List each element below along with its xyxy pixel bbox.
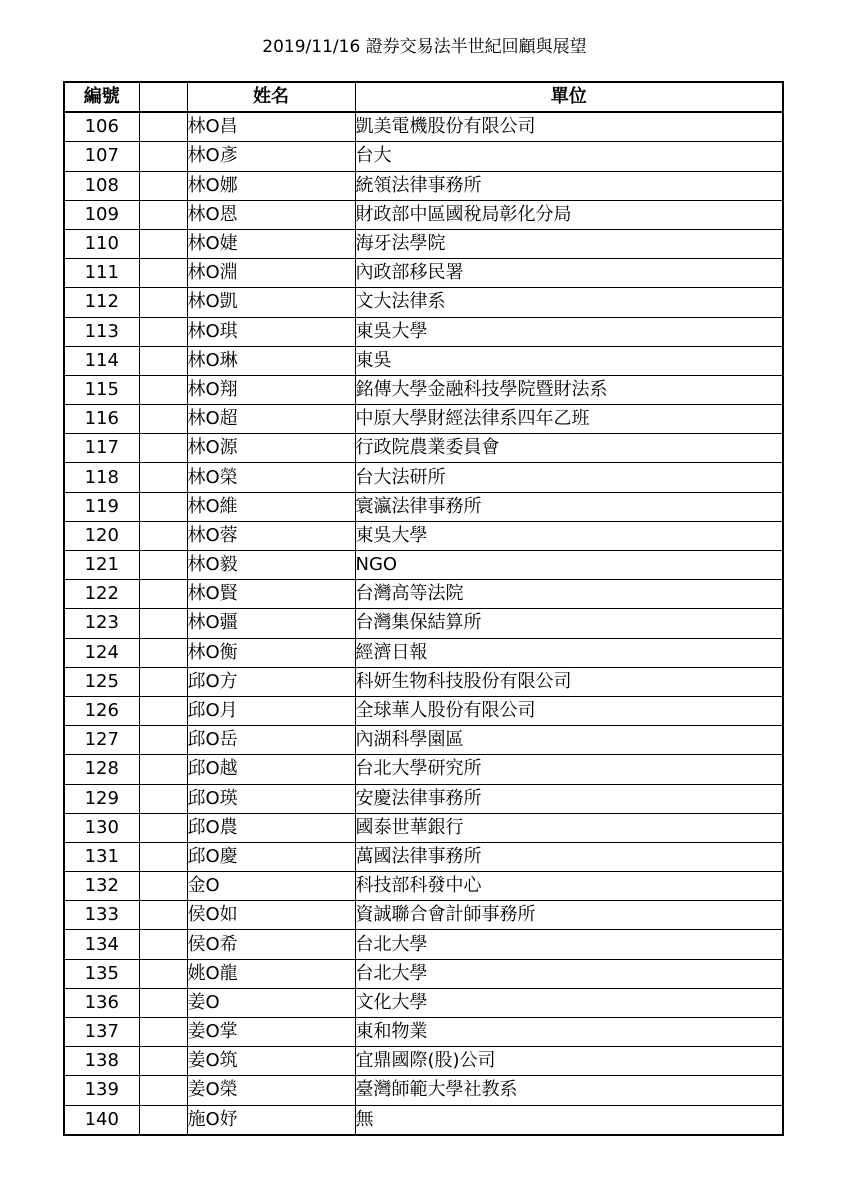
row-number: 136 bbox=[64, 988, 139, 1017]
row-blank bbox=[139, 959, 187, 988]
row-name: 林O凱 bbox=[187, 288, 355, 317]
table-row bbox=[64, 930, 783, 959]
row-number: 106 bbox=[64, 112, 139, 142]
row-number: 132 bbox=[64, 872, 139, 901]
table-row bbox=[64, 784, 783, 813]
row-blank bbox=[139, 696, 187, 725]
row-number: 119 bbox=[64, 492, 139, 521]
row-blank bbox=[139, 1105, 187, 1135]
row-unit: 臺灣師範大學社教系 bbox=[355, 1076, 783, 1105]
row-blank bbox=[139, 988, 187, 1017]
row-name: 林O昌 bbox=[187, 112, 355, 142]
row-name: 林O超 bbox=[187, 405, 355, 434]
row-unit: 海牙法學院 bbox=[355, 229, 783, 258]
table-row bbox=[64, 551, 783, 580]
row-blank bbox=[139, 580, 187, 609]
row-name: 林O婕 bbox=[187, 229, 355, 258]
row-name: 邱O月 bbox=[187, 696, 355, 725]
row-blank bbox=[139, 434, 187, 463]
row-number: 107 bbox=[64, 142, 139, 171]
row-number: 125 bbox=[64, 667, 139, 696]
row-number: 134 bbox=[64, 930, 139, 959]
row-blank bbox=[139, 609, 187, 638]
row-number: 114 bbox=[64, 346, 139, 375]
table-row bbox=[64, 112, 783, 142]
row-number: 127 bbox=[64, 726, 139, 755]
attendee-table bbox=[63, 81, 784, 1136]
row-name: 侯O希 bbox=[187, 930, 355, 959]
table-row bbox=[64, 521, 783, 550]
table-row bbox=[64, 755, 783, 784]
row-number: 113 bbox=[64, 317, 139, 346]
table-row bbox=[64, 492, 783, 521]
table-row bbox=[64, 259, 783, 288]
table-row bbox=[64, 1047, 783, 1076]
row-blank bbox=[139, 521, 187, 550]
table-row bbox=[64, 901, 783, 930]
row-unit: 行政院農業委員會 bbox=[355, 434, 783, 463]
row-number: 121 bbox=[64, 551, 139, 580]
row-unit: 萬國法律事務所 bbox=[355, 842, 783, 871]
row-number: 122 bbox=[64, 580, 139, 609]
row-name: 林O衡 bbox=[187, 638, 355, 667]
table-row bbox=[64, 229, 783, 258]
row-number: 116 bbox=[64, 405, 139, 434]
row-blank bbox=[139, 813, 187, 842]
row-blank bbox=[139, 551, 187, 580]
row-number: 130 bbox=[64, 813, 139, 842]
row-number: 124 bbox=[64, 638, 139, 667]
row-blank bbox=[139, 492, 187, 521]
row-blank bbox=[139, 638, 187, 667]
row-unit: 安慶法律事務所 bbox=[355, 784, 783, 813]
row-number: 133 bbox=[64, 901, 139, 930]
row-unit: 東吳 bbox=[355, 346, 783, 375]
row-blank bbox=[139, 171, 187, 200]
row-unit: NGO bbox=[355, 551, 783, 580]
row-unit: 東吳大學 bbox=[355, 317, 783, 346]
row-name: 姚O龍 bbox=[187, 959, 355, 988]
row-number: 117 bbox=[64, 434, 139, 463]
row-unit: 文大法律系 bbox=[355, 288, 783, 317]
row-blank bbox=[139, 842, 187, 871]
row-unit: 科妍生物科技股份有限公司 bbox=[355, 667, 783, 696]
row-name: 邱O岳 bbox=[187, 726, 355, 755]
row-unit: 台灣集保結算所 bbox=[355, 609, 783, 638]
row-name: 林O源 bbox=[187, 434, 355, 463]
table-row bbox=[64, 375, 783, 404]
row-number: 128 bbox=[64, 755, 139, 784]
row-number: 140 bbox=[64, 1105, 139, 1135]
table-row bbox=[64, 872, 783, 901]
row-blank bbox=[139, 1047, 187, 1076]
table-row bbox=[64, 288, 783, 317]
row-name: 林O榮 bbox=[187, 463, 355, 492]
table-row bbox=[64, 1076, 783, 1105]
row-unit: 台大法研所 bbox=[355, 463, 783, 492]
row-name: 林O琳 bbox=[187, 346, 355, 375]
row-unit: 台北大學 bbox=[355, 959, 783, 988]
row-number: 138 bbox=[64, 1047, 139, 1076]
table-body bbox=[64, 112, 783, 1135]
row-number: 108 bbox=[64, 171, 139, 200]
row-unit: 科技部科發中心 bbox=[355, 872, 783, 901]
table-row bbox=[64, 200, 783, 229]
row-blank bbox=[139, 112, 187, 142]
row-name: 侯O如 bbox=[187, 901, 355, 930]
table-row bbox=[64, 346, 783, 375]
page-title: 2019/11/16 證券交易法半世紀回顧與展望 bbox=[262, 37, 587, 57]
row-blank bbox=[139, 259, 187, 288]
row-unit: 文化大學 bbox=[355, 988, 783, 1017]
row-number: 126 bbox=[64, 696, 139, 725]
row-name: 施O妤 bbox=[187, 1105, 355, 1135]
row-number: 139 bbox=[64, 1076, 139, 1105]
row-name: 姜O筑 bbox=[187, 1047, 355, 1076]
row-blank bbox=[139, 755, 187, 784]
row-number: 109 bbox=[64, 200, 139, 229]
row-number: 115 bbox=[64, 375, 139, 404]
table-row bbox=[64, 959, 783, 988]
row-unit: 台北大學 bbox=[355, 930, 783, 959]
row-unit: 銘傳大學金融科技學院暨財法系 bbox=[355, 375, 783, 404]
row-number: 112 bbox=[64, 288, 139, 317]
row-blank bbox=[139, 142, 187, 171]
row-name: 邱O瑛 bbox=[187, 784, 355, 813]
row-blank bbox=[139, 405, 187, 434]
table-row bbox=[64, 463, 783, 492]
header-blank bbox=[139, 82, 187, 112]
table-row bbox=[64, 988, 783, 1017]
row-unit: 台北大學研究所 bbox=[355, 755, 783, 784]
row-name: 林O彥 bbox=[187, 142, 355, 171]
row-name: 林O毅 bbox=[187, 551, 355, 580]
row-blank bbox=[139, 872, 187, 901]
table-row bbox=[64, 142, 783, 171]
row-unit: 中原大學財經法律系四年乙班 bbox=[355, 405, 783, 434]
row-name: 林O賢 bbox=[187, 580, 355, 609]
row-unit: 凱美電機股份有限公司 bbox=[355, 112, 783, 142]
table-row bbox=[64, 171, 783, 200]
row-unit: 全球華人股份有限公司 bbox=[355, 696, 783, 725]
row-unit: 經濟日報 bbox=[355, 638, 783, 667]
row-unit: 無 bbox=[355, 1105, 783, 1135]
row-name: 姜O bbox=[187, 988, 355, 1017]
row-number: 110 bbox=[64, 229, 139, 258]
header-number: 編號 bbox=[64, 82, 139, 112]
row-blank bbox=[139, 726, 187, 755]
table-row bbox=[64, 580, 783, 609]
table-header-row bbox=[64, 82, 783, 112]
table-row bbox=[64, 842, 783, 871]
row-unit: 宜鼎國際(股)公司 bbox=[355, 1047, 783, 1076]
row-name: 金O bbox=[187, 872, 355, 901]
row-unit: 資誠聯合會計師事務所 bbox=[355, 901, 783, 930]
row-blank bbox=[139, 667, 187, 696]
row-name: 林O恩 bbox=[187, 200, 355, 229]
row-unit: 東吳大學 bbox=[355, 521, 783, 550]
table-row bbox=[64, 317, 783, 346]
row-unit: 東和物業 bbox=[355, 1018, 783, 1047]
row-blank bbox=[139, 375, 187, 404]
row-blank bbox=[139, 288, 187, 317]
row-number: 111 bbox=[64, 259, 139, 288]
table-row bbox=[64, 1105, 783, 1135]
row-name: 林O淵 bbox=[187, 259, 355, 288]
row-name: 林O琪 bbox=[187, 317, 355, 346]
row-unit: 寰瀛法律事務所 bbox=[355, 492, 783, 521]
row-blank bbox=[139, 346, 187, 375]
row-number: 137 bbox=[64, 1018, 139, 1047]
row-unit: 台灣高等法院 bbox=[355, 580, 783, 609]
row-name: 姜O掌 bbox=[187, 1018, 355, 1047]
row-name: 林O疆 bbox=[187, 609, 355, 638]
row-name: 林O蓉 bbox=[187, 521, 355, 550]
row-name: 邱O方 bbox=[187, 667, 355, 696]
row-name: 林O翔 bbox=[187, 375, 355, 404]
table-row bbox=[64, 405, 783, 434]
row-blank bbox=[139, 930, 187, 959]
row-unit: 台大 bbox=[355, 142, 783, 171]
row-name: 林O維 bbox=[187, 492, 355, 521]
row-name: 林O娜 bbox=[187, 171, 355, 200]
row-blank bbox=[139, 200, 187, 229]
header-name: 姓名 bbox=[187, 82, 355, 112]
row-unit: 國泰世華銀行 bbox=[355, 813, 783, 842]
table-row bbox=[64, 1018, 783, 1047]
table-row bbox=[64, 726, 783, 755]
row-unit: 內政部移民署 bbox=[355, 259, 783, 288]
row-blank bbox=[139, 1076, 187, 1105]
table-row bbox=[64, 696, 783, 725]
row-name: 邱O越 bbox=[187, 755, 355, 784]
row-blank bbox=[139, 463, 187, 492]
header-unit: 單位 bbox=[355, 82, 783, 112]
row-name: 姜O榮 bbox=[187, 1076, 355, 1105]
table-row bbox=[64, 813, 783, 842]
row-unit: 統領法律事務所 bbox=[355, 171, 783, 200]
row-number: 118 bbox=[64, 463, 139, 492]
table-row bbox=[64, 638, 783, 667]
row-number: 120 bbox=[64, 521, 139, 550]
table-row bbox=[64, 609, 783, 638]
table-row bbox=[64, 667, 783, 696]
row-blank bbox=[139, 1018, 187, 1047]
row-number: 131 bbox=[64, 842, 139, 871]
row-blank bbox=[139, 229, 187, 258]
row-number: 123 bbox=[64, 609, 139, 638]
row-blank bbox=[139, 901, 187, 930]
table-row bbox=[64, 434, 783, 463]
row-number: 129 bbox=[64, 784, 139, 813]
row-unit: 內湖科學園區 bbox=[355, 726, 783, 755]
row-unit: 財政部中區國稅局彰化分局 bbox=[355, 200, 783, 229]
row-blank bbox=[139, 317, 187, 346]
row-number: 135 bbox=[64, 959, 139, 988]
row-name: 邱O農 bbox=[187, 813, 355, 842]
row-blank bbox=[139, 784, 187, 813]
row-name: 邱O慶 bbox=[187, 842, 355, 871]
